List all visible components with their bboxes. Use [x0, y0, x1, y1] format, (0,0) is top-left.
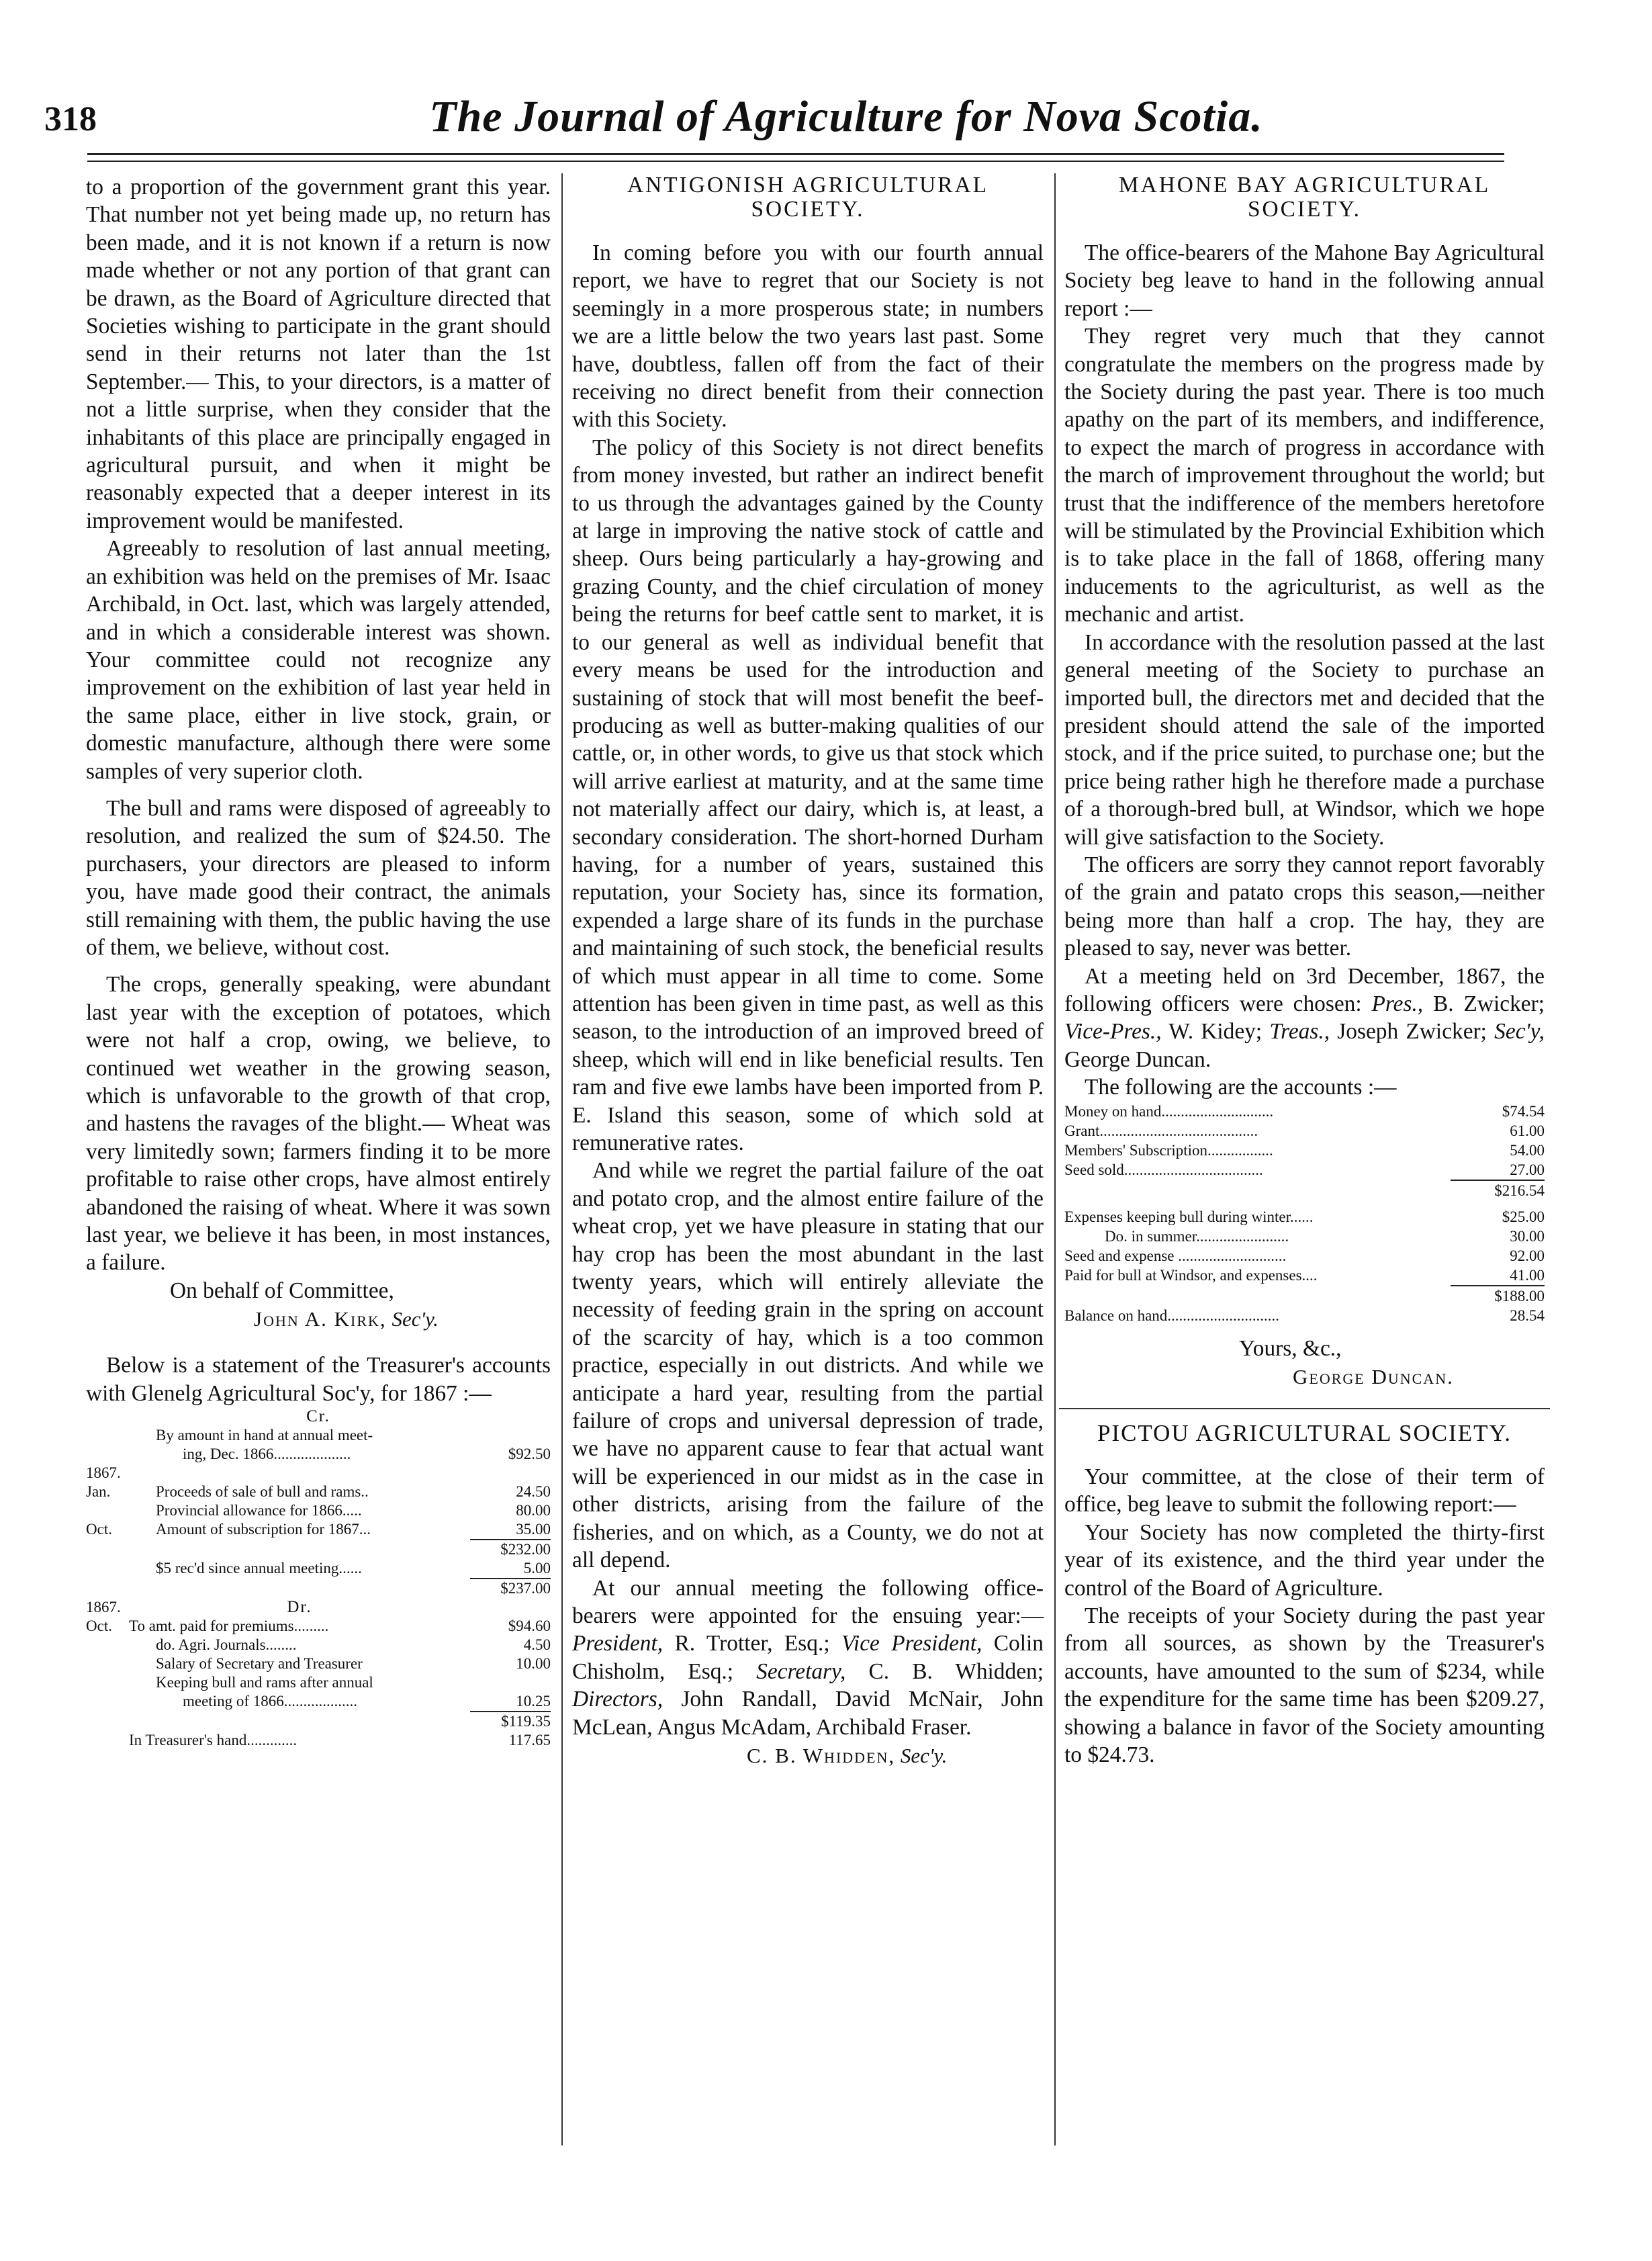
table-row — [86, 1617, 551, 1636]
cell-year: Oct. — [86, 1521, 112, 1538]
total-row — [1064, 1286, 1545, 1306]
table-row — [86, 1692, 551, 1712]
cell-year — [86, 1654, 129, 1673]
paragraph: to a proportion of the government grant this year. That number not yet being made up, no return has been made, and it is not known if a return is now made whether or not any portion of that grant can be drawn, as the Board of Agriculture directed that Societies wishing to participate in the grant should send in their returns not later than the 1st September.— This, to your directors, is a matter of not a little surprise, when they consider that the inhabitants of this place are principally engaged in agricultural pursuit, and when it might be reasonably expected that a deeper interest in its improvement would be manifested. — [86, 175, 551, 533]
cell-year — [86, 1692, 129, 1712]
total-row — [1064, 1180, 1545, 1200]
table-row — [86, 1654, 551, 1673]
cell-year: 1867. — [86, 1464, 121, 1482]
section-heading: PICTOU AGRICULTURAL SOCIETY. — [1097, 1420, 1512, 1446]
text: W. Kidey; — [1161, 1019, 1270, 1045]
paragraph: In coming before you with our fourth annual report, we have to regret that our Society is not seemingly in a more prosperous state; in numbers we are a little below the two years last past. Some have, doubtless, fallen off from the fact of their receiving no direct benefit from their connection with this Society. — [572, 240, 1044, 433]
paragraph: Agreeably to resolution of last annual meeting, an exhibition was held on the premises of Mr. Isaac Archibald, in Oct. last, which was largely attended, and in which a considerable interest was shown. Your committee could not recognize any improvement on the exhibition of last year held in the same place, either in live stock, grain, or domestic manufacture, although there were some samples of very superior cloth. — [86, 536, 551, 784]
paragraph: And while we regret the partial failure of the oat and potato crop, and the almost entire failure of the wheat crop, yet we have pleasure in stating that our hay crop has been the most abundant in the last twenty years, which will entirely alleviate the necessity of feeding grain in the spring on account of the scarcity of hay, which is a too common practice, especially in out districts. And while we anticipate a hard year, resulting from the partial failure of crops and universal depression of trade, we have no apparent cause to fear that actual want will be experienced in our midst as in the case in other districts, arising from the failure of the fisheries, and on which, as a County, we do not at all depend. — [572, 1158, 1044, 1573]
table-row — [86, 1731, 551, 1750]
table-row — [1064, 1227, 1545, 1246]
cell-desc: Paid for bull at Windsor, and expenses.... — [1064, 1267, 1318, 1284]
cell-desc: In Treasurer's hand............. — [129, 1732, 297, 1749]
cell-desc: Balance on hand............................. — [1064, 1306, 1280, 1324]
debit-header: Dr. — [287, 1598, 312, 1617]
cell-amount: 54.00 — [1510, 1141, 1545, 1159]
cell-desc: Seed sold.................................... — [1064, 1161, 1263, 1179]
text: Colin Chisholm, Esq.; — [572, 1631, 1044, 1684]
signature-title: Sec'y. — [392, 1307, 439, 1331]
cell-amount: $188.00 — [1451, 1286, 1545, 1306]
cell-amount: $94.60 — [508, 1617, 551, 1635]
section-heading: ANTIGONISH AGRICULTURAL SOCIETY. — [627, 173, 989, 222]
table-row — [1064, 1160, 1545, 1180]
mahone-accounts-table — [1064, 1102, 1545, 1325]
cell-desc — [129, 1464, 470, 1482]
cell-amount: 10.25 — [516, 1693, 551, 1710]
cell-year — [86, 1636, 129, 1654]
cell-desc: To amt. paid for premiums......... — [129, 1617, 329, 1635]
text: Sec'y, — [1494, 1019, 1545, 1045]
cell-desc: do. Agri. Journals........ — [156, 1636, 297, 1654]
cell-amount — [470, 1464, 551, 1482]
cell-desc: Keeping bull and rams after annual — [156, 1674, 373, 1691]
cell-year: Jan. — [86, 1483, 111, 1501]
total-row — [86, 1579, 551, 1598]
paragraph: The office-bearers of the Mahone Bay Agricultural Society beg leave to hand in the following annual report :— — [1064, 240, 1545, 321]
text: At a meeting held on 3rd December, 1867, the following officers were chosen: — [1064, 963, 1545, 1016]
signature — [1064, 1362, 1545, 1392]
cell-desc: Seed and expense ............................ — [1064, 1247, 1287, 1264]
debit-header-row — [86, 1598, 551, 1617]
table-row — [1064, 1306, 1545, 1325]
signature — [86, 1304, 551, 1334]
cell-desc: Proceeds of sale of bull and rams.. — [156, 1483, 369, 1501]
table-row — [1064, 1246, 1545, 1266]
text: Pres., — [1371, 991, 1424, 1016]
paragraph: Your Society has now completed the thirty-first year of its existence, and the third year under the control of the Board of Agriculture. — [1064, 1519, 1545, 1601]
table-row — [1064, 1207, 1545, 1227]
text: Directors, — [572, 1687, 663, 1712]
section-divider — [1059, 1408, 1550, 1409]
paragraph — [572, 1575, 1044, 1741]
cell-year — [86, 1673, 129, 1692]
table-row — [1064, 1121, 1545, 1141]
cell-amount: 30.00 — [1510, 1227, 1545, 1245]
cell-amount: 5.00 — [523, 1560, 551, 1577]
total-row — [86, 1712, 551, 1731]
cell-desc: ing, Dec. 1866.................... — [183, 1446, 351, 1463]
cell-year: 1867. — [86, 1599, 121, 1616]
cell-amount: 92.00 — [1510, 1247, 1545, 1264]
text: C. B. Whidden; — [845, 1658, 1044, 1684]
cell-amount: 117.65 — [508, 1732, 551, 1749]
cell-year: Oct. — [86, 1617, 112, 1635]
cell-desc: Salary of Secretary and Treasurer — [156, 1655, 363, 1673]
column-left — [86, 173, 551, 1750]
text: George Duncan. — [1064, 1047, 1211, 1072]
cell-amount: $92.50 — [508, 1446, 551, 1463]
cell-desc: Do. in summer........................ — [1105, 1227, 1289, 1245]
text: B. Zwicker; — [1423, 991, 1545, 1016]
paragraph: The following are the accounts :— — [1085, 1075, 1397, 1100]
cell-amount: 80.00 — [516, 1502, 551, 1519]
table-row — [86, 1445, 551, 1464]
cell-desc: By amount in hand at annual meet- — [156, 1427, 373, 1444]
cell-amount: $237.00 — [470, 1579, 551, 1598]
table-row — [1064, 1102, 1545, 1121]
journal-title: The Journal of Agriculture for Nova Scotia. — [429, 92, 1263, 141]
cell-amount: $216.54 — [1451, 1180, 1545, 1200]
column-right — [1064, 173, 1545, 1769]
paragraph: Your committee, at the close of their term of office, beg leave to submit the following report:— — [1064, 1464, 1545, 1517]
cell-amount: $232.00 — [470, 1540, 551, 1559]
table-row — [86, 1426, 551, 1445]
text: R. Trotter, Esq.; — [663, 1631, 842, 1656]
cell-desc: Expenses keeping bull during winter...... — [1064, 1208, 1314, 1225]
cell-amount — [470, 1426, 551, 1445]
paragraph: In accordance with the resolution passed at the last general meeting of the Society to purchase an imported bull, the directors met and decided that the president should attend the sale of the imported stock, and if the price suited, to purchase one; but the price being rather high he therefore made a purchase of a thorough-bred bull, at Windsor, which we hope will give satisfaction to the Society. — [1064, 629, 1545, 850]
cell-year — [86, 1426, 129, 1445]
closing: Yours, &c., — [1239, 1335, 1342, 1361]
text: Joseph Zwicker; — [1330, 1019, 1495, 1045]
paragraph: The officers are sorry they cannot report favorably of the grain and patato crops this season,—neither being more than half a crop. The hay, they are pleased to say, never was better. — [1064, 852, 1545, 961]
paragraph: The bull and rams were disposed of agreeably to resolution, and realized the sum of $24.50. The purchasers, your directors are pleased to inform you, have made good their contract, the animals still remaining with them, the public having the use of them, we believe, without cost. — [86, 795, 551, 960]
cell-amount: $74.54 — [1502, 1102, 1545, 1120]
cell-year — [86, 1445, 129, 1464]
text: John Randall, David McNair, John McLean, Angus McAdam, Archibald Fraser. — [572, 1687, 1044, 1740]
cell-desc: Amount of subscription for 1867... — [156, 1521, 371, 1538]
cell-year — [86, 1501, 129, 1520]
table-row — [86, 1464, 551, 1482]
signature — [572, 1741, 1044, 1771]
cell-amount: 35.00 — [516, 1521, 551, 1538]
paragraph: The policy of this Society is not direct benefits from money invested, but rather an indirect benefit to us through the advantages gained by the County at large in improving the native stock of cattle and sheep. Ours being particularly a hay-growing and grazing County, and the chief circulation of money being the returns for beef cattle sent to market, it is to our general as well as individual benefit that every means be used for the introduction and sustaining of stock that will most benefit the beef-producing as well as butter-making qualities of our cattle, or, in other words, to give us that stock which will arrive earliest at maturity, and at the same time not materially affect our dairy, which is, at least, a secondary consideration. The short-horned Durham having, for a number of years, sustained this reputation, your Society has, since its formation, expended a large share of its funds in the purchase and maintaining of such stock, the beneficial results of which must appear in all time to come. Some attention has been given in time past, as well as this season, to the introduction of an improved breed of sheep, which will end in like beneficial results. Ten ram and five ewe lambs have been imported from P. E. Island this season, some of which sold at remunerative rates. — [572, 435, 1044, 1155]
table-row — [86, 1636, 551, 1654]
subtotal-row — [86, 1540, 551, 1559]
signature-title: Sec'y. — [900, 1743, 948, 1767]
cell-amount — [470, 1673, 551, 1692]
cell-amount: 41.00 — [1510, 1266, 1545, 1284]
paragraph: Below is a statement of the Treasurer's accounts with Glenelg Agricultural Soc'y, for 1867 :— — [86, 1353, 551, 1406]
signature-name: George Duncan. — [1293, 1365, 1454, 1388]
table-row — [1064, 1141, 1545, 1160]
page-number: 318 — [44, 100, 97, 138]
paragraph — [1064, 963, 1545, 1074]
cell-desc: $5 rec'd since annual meeting...... — [156, 1560, 362, 1577]
text: Vice-Pres., — [1064, 1019, 1162, 1045]
cell-amount: 24.50 — [516, 1483, 551, 1501]
cell-desc: Money on hand............................. — [1064, 1102, 1274, 1120]
treasurer-accounts-table — [86, 1407, 551, 1750]
credit-header: Cr. — [306, 1407, 330, 1426]
cell-amount: 28.54 — [1510, 1306, 1545, 1324]
text: Secretary, — [756, 1658, 846, 1684]
cell-desc: Members' Subscription................. — [1064, 1141, 1273, 1159]
table-row — [86, 1559, 551, 1579]
table-row — [1064, 1266, 1545, 1286]
paragraph: The crops, generally speaking, were abundant last year with the exception of potatoes, which were not half a crop, owing, we believe, to continued wet weather in the growing season, which is unfavorable to the growth of that crop, and hastens the ravages of the blight.— Wheat was very limitedly sown; farmers finding it to be more profitable to raise other crops, have almost entirely abandoned the raising of wheat. Where it was sown last year, we believe it has been, in most instances, a failure. — [86, 972, 551, 1276]
cell-desc: Provincial allowance for 1866..... — [156, 1502, 362, 1519]
cell-amount: 27.00 — [1510, 1161, 1545, 1178]
signature-name: John A. Kirk, — [254, 1307, 387, 1331]
table-row — [86, 1482, 551, 1501]
table-row — [86, 1501, 551, 1520]
text: Vice President, — [841, 1631, 982, 1656]
section-heading: MAHONE BAY AGRICULTURAL SOCIETY. — [1118, 173, 1491, 222]
signature-preamble: On behalf of Committee, — [170, 1278, 394, 1303]
column-divider — [561, 173, 563, 2145]
cell-amount: 4.50 — [523, 1636, 551, 1654]
table-row — [86, 1673, 551, 1692]
header-rule — [87, 153, 1504, 162]
signature-name: C. B. Whidden, — [747, 1743, 896, 1767]
cell-desc: Grant......................................... — [1064, 1122, 1258, 1139]
text: Treas., — [1269, 1019, 1330, 1045]
cell-amount: 10.00 — [516, 1655, 551, 1673]
column-middle — [572, 173, 1044, 1771]
paragraph: The receipts of your Society during the past year from all sources, as shown by the Treasurer's accounts, have amounted to the sum of $234, while the expenditure for the same time has been $209.27, showing a balance in favor of the Society amounting to $24.73. — [1064, 1603, 1545, 1768]
paragraph: They regret very much that they cannot congratulate the members on the progress made by the Society during the past year. There is too much apathy on the part of its members, and indifference, to expect the march of progress in accordance with the march of improvement throughout the world; but trust that the indifference of the members heretofore will be stimulated by the Provincial Exhibition which is to take place in the fall of 1868, offering many inducements to the agriculturist, as well as the mechanic and artist. — [1064, 324, 1545, 627]
text: President, — [572, 1631, 663, 1656]
text: At our annual meeting the following office-bearers were appointed for the ensuing year:— — [572, 1575, 1044, 1628]
table-row — [86, 1520, 551, 1540]
cell-amount: $119.35 — [470, 1712, 551, 1731]
column-divider — [1054, 173, 1056, 2145]
cell-desc: meeting of 1866................... — [183, 1693, 357, 1710]
cell-amount: $25.00 — [1502, 1208, 1545, 1225]
cell-amount: 61.00 — [1510, 1122, 1545, 1139]
